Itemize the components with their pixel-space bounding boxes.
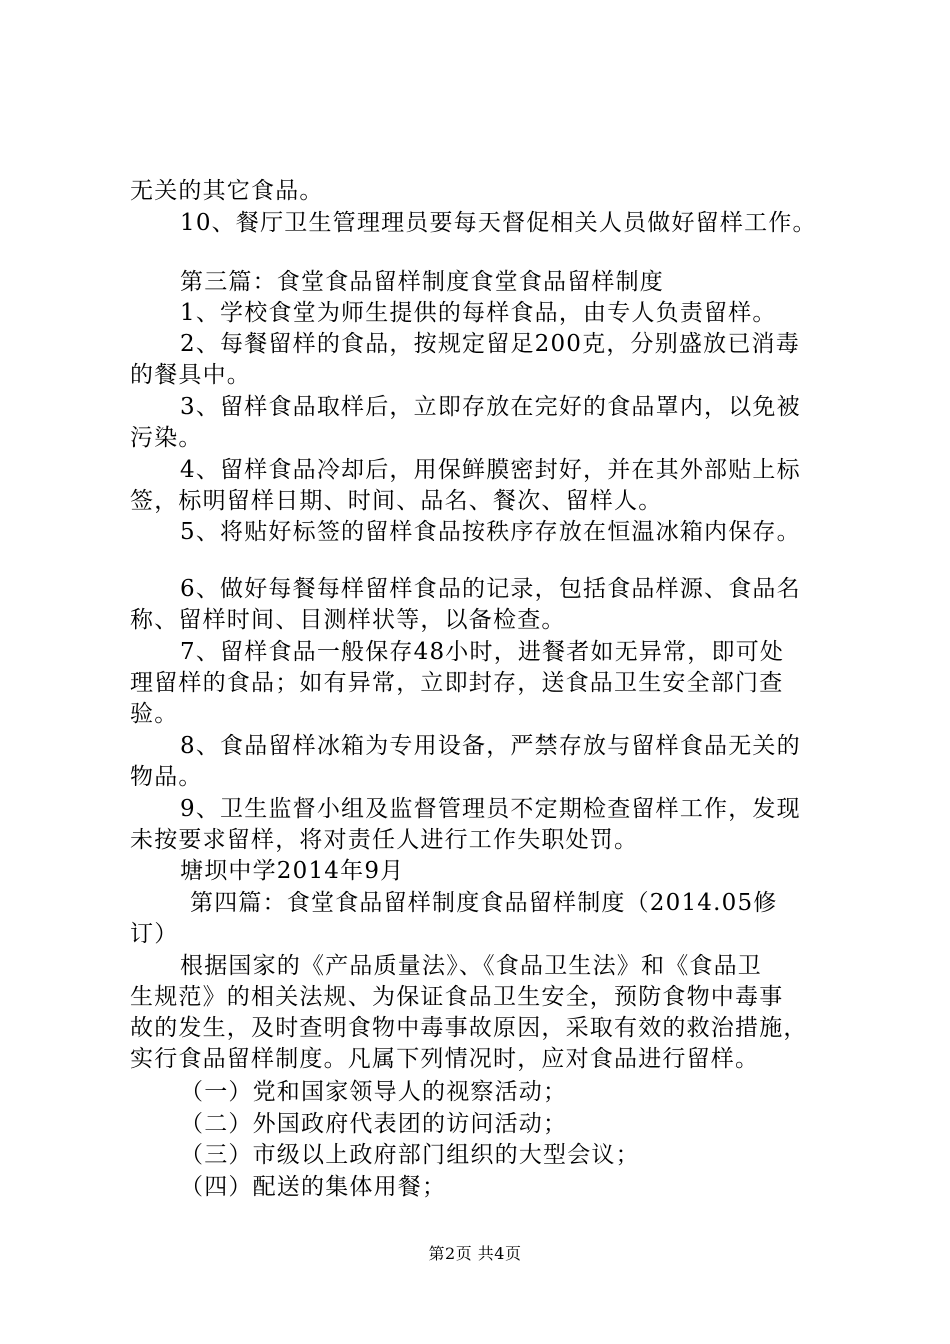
text-line: 4、留样食品冷却后，用保鲜膜密封好，并在其外部贴上标 [180,457,801,483]
text-line: 生规范》的相关法规、为保证食品卫生安全，预防食物中毒事 [130,984,784,1010]
text-line: 根据国家的《产品质量法》、《食品卫生法》和《食品卫 [180,953,762,979]
text-line: 3、留样食品取样后，立即存放在完好的食品罩内，以免被 [180,394,801,420]
text-line: 污染。 [130,425,203,451]
page-number-footer: 第2页 共4页 [428,1244,522,1263]
list-item: （二）外国政府代表团的访问活动； [180,1111,568,1137]
section-heading: 第四篇：食堂食品留样制度食品留样制度（2014.05修 [190,890,778,916]
text-line: 验。 [130,701,179,727]
text-line: 签，标明留样日期、时间、品名、餐次、留样人。 [130,488,663,514]
text-line: 8、食品留样冰箱为专用设备，严禁存放与留样食品无关的 [180,733,801,759]
text-line: 5、将贴好标签的留样食品按秩序存放在恒温冰箱内保存。 [180,519,801,545]
text-line: 10、餐厅卫生管理理员要每天督促相关人员做好留样工作。 [180,210,817,236]
text-line: 故的发生，及时查明食物中毒事故原因，采取有效的救治措施， [130,1015,808,1041]
text-line: 7、留样食品一般保存48小时，进餐者如无异常，即可处 [180,639,785,665]
list-item: （四）配送的集体用餐； [180,1174,447,1200]
text-line: 称、留样时间、目测样状等，以备检查。 [130,607,566,633]
text-line: 2、每餐留样的食品，按规定留足200克，分别盛放已消毒 [180,331,800,357]
text-line: 订） [130,921,179,947]
list-item: （一）党和国家领导人的视察活动； [180,1079,568,1105]
text-line: 未按要求留样，将对责任人进行工作失职处罚。 [130,827,639,853]
text-line: 实行食品留样制度。凡属下列情况时，应对食品进行留样。 [130,1046,760,1072]
text-line: 无关的其它食品。 [130,178,324,204]
text-line: 6、做好每餐每样留样食品的记录，包括食品样源、食品名 [180,576,801,602]
text-line: 的餐具中。 [130,362,251,388]
text-line: 物品。 [130,764,203,790]
text-line: 1、学校食堂为师生提供的每样食品，由专人负责留样。 [180,300,777,326]
text-line: 理留样的食品；如有异常，立即封存，送食品卫生安全部门查 [130,670,784,696]
text-line: 9、卫生监督小组及监督管理员不定期检查留样工作，发现 [180,796,801,822]
signature-line: 塘坝中学2014年9月 [180,858,405,884]
section-heading: 第三篇：食堂食品留样制度食堂食品留样制度 [180,269,664,295]
list-item: （三）市级以上政府部门组织的大型会议； [180,1142,640,1168]
